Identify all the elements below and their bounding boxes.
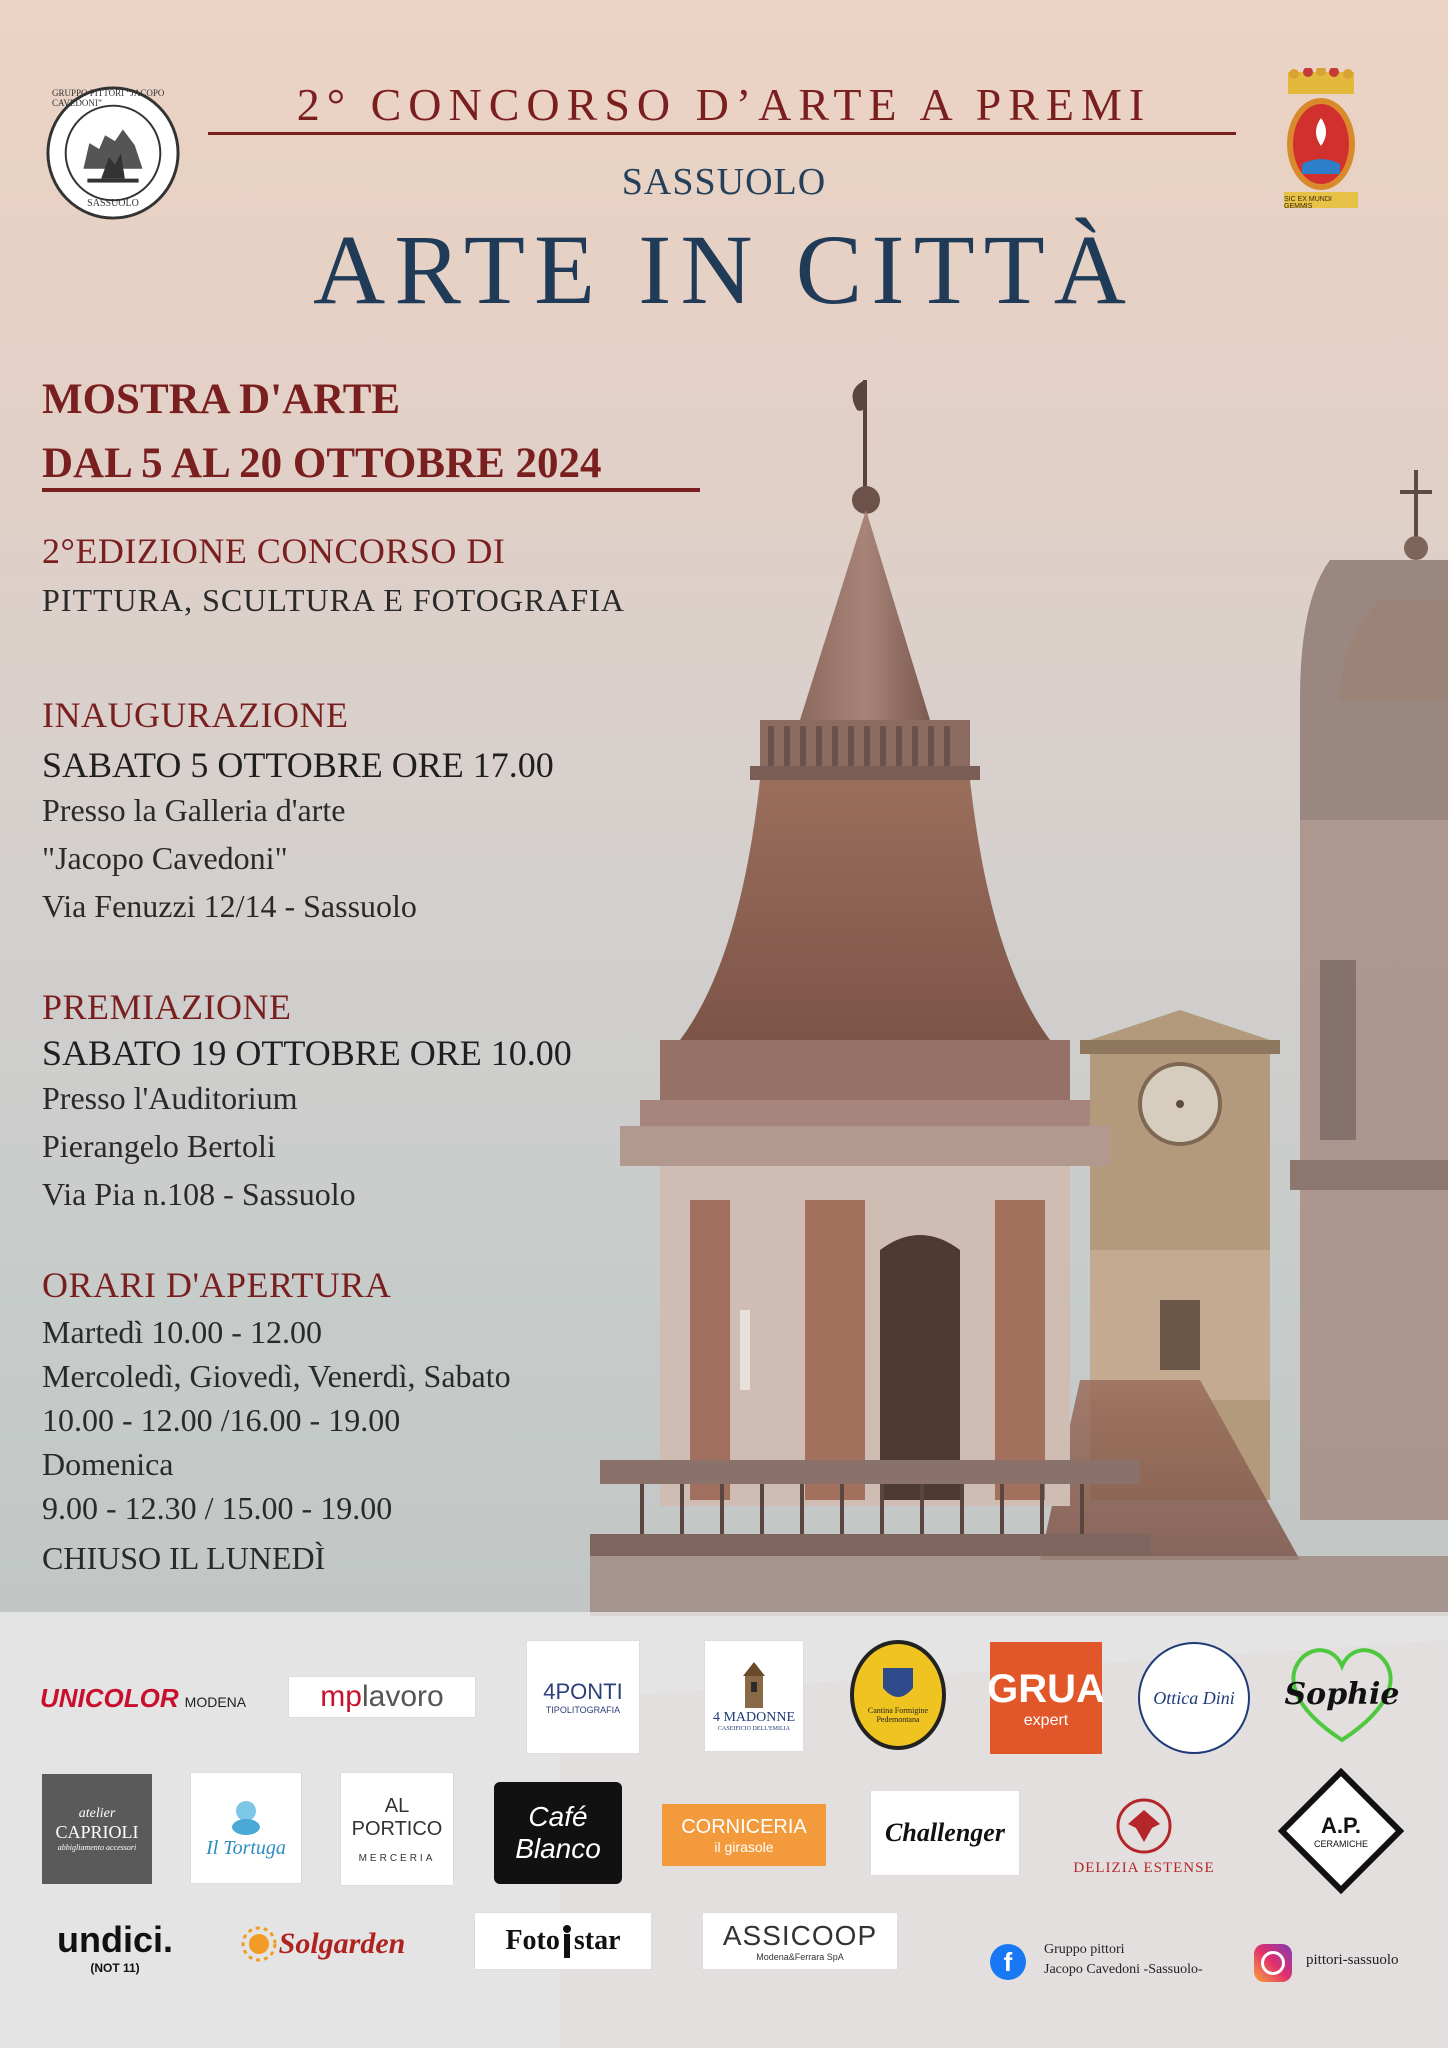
ottica-brand: Ottica Dini <box>1153 1687 1235 1708</box>
atelier-line3: abbigliamento accessori <box>57 1843 137 1852</box>
inaugurazione-block <box>42 694 554 930</box>
atelier-caprioli-logo <box>42 1774 152 1884</box>
mplavoro-a: mp <box>320 1680 362 1713</box>
inaugurazione-when: SABATO 5 OTTOBRE ORE 17.00 <box>42 745 554 785</box>
seal-text-bottom: SASSUOLO <box>87 198 139 209</box>
event-title: ARTE IN CITTÀ <box>313 214 1135 325</box>
inaugurazione-title: INAUGURAZIONE <box>42 695 349 735</box>
orari-line: Mercoledì, Giovedì, Venerdì, Sabato <box>42 1358 511 1394</box>
assicoop-logo <box>702 1912 898 1970</box>
orari-block <box>42 1264 511 1586</box>
quattromadonne-brand: 4 MADONNE <box>712 1710 796 1725</box>
turtle-icon <box>226 1797 266 1837</box>
corniceria-logo <box>662 1804 826 1866</box>
photographer-icon <box>560 1924 574 1958</box>
mplavoro-logo <box>288 1676 476 1718</box>
quattroponti-sub: TIPOLITOGRAFIA <box>545 1705 621 1715</box>
quattroponti-logo <box>526 1640 640 1754</box>
sophie-brand: Sophie <box>1284 1676 1400 1712</box>
edition-title: 2°EDIZIONE CONCORSO DI <box>42 531 506 571</box>
cantina-logo <box>850 1640 946 1750</box>
undici-brand: undici. <box>57 1919 173 1960</box>
grua-brand: GRUA <box>987 1666 1105 1711</box>
inaugurazione-line: Via Fenuzzi 12/14 - Sassuolo <box>42 888 417 924</box>
coat-of-arms-icon <box>881 1666 915 1706</box>
sophie-logo <box>1280 1640 1404 1748</box>
unicolor-logo <box>40 1676 246 1720</box>
cantina-text: Cantina Formigine Pedemontana <box>867 1706 929 1724</box>
delizia-estense-logo <box>1054 1780 1234 1886</box>
undici-logo <box>40 1916 190 1978</box>
instagram-icon[interactable] <box>1254 1944 1292 1982</box>
orari-line: Domenica <box>42 1446 174 1482</box>
ap-text-group <box>1314 1813 1368 1849</box>
orari-line: 10.00 - 12.00 /16.00 - 19.00 <box>42 1402 401 1438</box>
premiazione-line: Via Pia n.108 - Sassuolo <box>42 1176 356 1212</box>
ap-sub: CERAMICHE <box>1313 1839 1368 1849</box>
cafe-line2: Blanco <box>515 1833 601 1864</box>
ap-ceramiche-logo <box>1278 1768 1404 1894</box>
edition-subtitle: PITTURA, SCULTURA E FOTOGRAFIA <box>42 582 625 618</box>
delizia-brand: DELIZIA ESTENSE <box>1073 1859 1215 1876</box>
contest-title: 2° CONCORSO D’ARTE A PREMI <box>296 79 1152 130</box>
sun-icon <box>239 1924 279 1964</box>
mplavoro-b: lavoro <box>361 1680 444 1713</box>
solgarden-logo <box>222 1914 422 1974</box>
solgarden-brand: Solgarden <box>278 1927 406 1960</box>
facebook-group-label[interactable] <box>1044 1940 1203 1980</box>
premiazione-when: SABATO 19 OTTOBRE ORE 10.00 <box>42 1033 572 1073</box>
premiazione-block <box>42 986 572 1218</box>
corniceria-brand: CORNICERIA <box>681 1815 807 1838</box>
tortuga-brand: Il Tortuga <box>206 1836 286 1859</box>
challenger-brand: Challenger <box>885 1818 1005 1847</box>
title-divider <box>208 132 1236 135</box>
quattromadonne-sub: CASEIFICIO DELL'EMILIA <box>718 1726 790 1732</box>
fotostar-logo <box>474 1912 652 1970</box>
mostra-block <box>42 368 602 496</box>
mostra-dates: DAL 5 AL 20 OTTOBRE 2024 <box>42 440 602 487</box>
facebook-icon[interactable]: f <box>990 1944 1026 1980</box>
crest-motto: SIC EX MUNDI GEMMIS <box>1284 196 1332 210</box>
eagle-crest-icon <box>1114 1790 1174 1860</box>
facebook-line2: Jacopo Cavedoni -Sassuolo- <box>1044 1962 1203 1977</box>
orari-closed: CHIUSO IL LUNEDÌ <box>42 1540 326 1576</box>
ap-brand: A.P. <box>1321 1813 1361 1838</box>
premiazione-title: PREMIAZIONE <box>42 987 292 1027</box>
inaugurazione-line: Presso la Galleria d'arte <box>42 792 346 828</box>
cafe-blanco-logo <box>494 1782 622 1884</box>
instagram-lens <box>1261 1951 1285 1975</box>
assicoop-sub: Modena&Ferrara SpA <box>756 1952 844 1962</box>
atelier-line1: atelier <box>78 1806 116 1821</box>
fotostar-brand2: star <box>573 1925 621 1956</box>
orari-title: ORARI D'APERTURA <box>42 1265 392 1305</box>
unicolor-brand: UNICOLOR <box>40 1682 179 1713</box>
atelier-line2: CAPRIOLI <box>55 1822 139 1842</box>
mostra-divider <box>42 488 700 492</box>
challenger-logo <box>870 1790 1020 1876</box>
tower-icon <box>737 1660 771 1710</box>
edition-block <box>42 530 625 624</box>
portico-line1: AL <box>384 1794 410 1817</box>
instagram-handle[interactable]: pittori-sassuolo <box>1306 1952 1399 1968</box>
orari-line: 9.00 - 12.30 / 15.00 - 19.00 <box>42 1490 393 1526</box>
ottica-dini-logo <box>1138 1642 1250 1754</box>
grua-logo <box>987 1642 1105 1754</box>
premiazione-line: Pierangelo Bertoli <box>42 1128 276 1164</box>
mostra-line1: MOSTRA D'ARTE <box>42 376 401 423</box>
il-tortuga-logo <box>190 1772 302 1884</box>
city-name: SASSUOLO <box>621 161 827 203</box>
portico-line2: PORTICO <box>351 1817 443 1840</box>
unicolor-city: MODENA <box>184 1694 247 1710</box>
premiazione-line: Presso l'Auditorium <box>42 1080 298 1116</box>
portico-line3: MERCERIA <box>358 1852 436 1864</box>
sassuolo-crest-logo <box>1280 68 1362 214</box>
quattromadonne-logo <box>704 1640 804 1752</box>
corniceria-sub: il girasole <box>714 1838 774 1855</box>
assicoop-brand: ASSICOOP <box>722 1920 878 1951</box>
inaugurazione-line: "Jacopo Cavedoni" <box>42 840 288 876</box>
facebook-line1: Gruppo pittori <box>1044 1942 1125 1957</box>
orari-line: Martedì 10.00 - 12.00 <box>42 1314 322 1350</box>
quattroponti-brand: 4PONTI <box>543 1679 623 1704</box>
fotostar-brand: Foto <box>505 1925 560 1956</box>
al-portico-logo <box>340 1772 454 1886</box>
grua-sub: expert <box>1023 1711 1069 1729</box>
seal-text-top: GRUPPO PITTORI “JACOPO CAVEDONI” <box>52 88 165 108</box>
undici-sub: (NOT 11) <box>90 1961 140 1975</box>
cafe-line1: Café <box>528 1801 588 1832</box>
